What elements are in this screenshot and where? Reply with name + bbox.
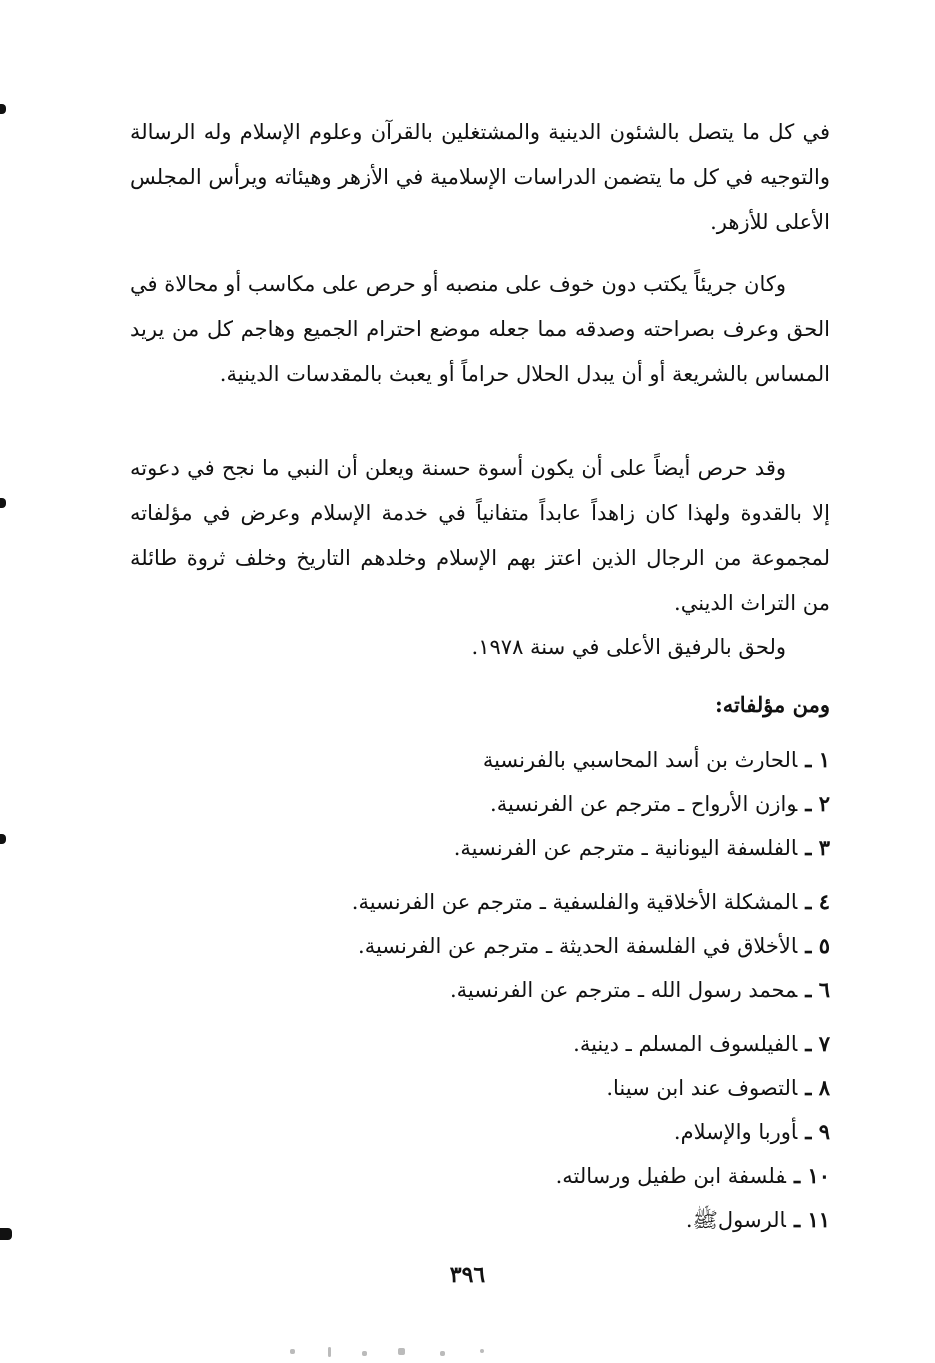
scan-specks: [280, 1345, 520, 1359]
item-number: ٦ ـ: [805, 977, 830, 1002]
item-title: الأخلاق في الفلسفة الحديثة ـ مترجم عن الفرنسية.: [358, 934, 798, 958]
list-item: [130, 880, 830, 924]
item-title: المشكلة الأخلاقية والفلسفية ـ مترجم عن الفرنسية.: [351, 890, 798, 914]
list-item: [130, 1022, 830, 1066]
item-title: الفيلسوف المسلم ـ دينية.: [573, 1032, 798, 1056]
item-title: الحارث بن أسد المحاسبي بالفرنسية: [482, 748, 798, 772]
item-number: ١٠ ـ: [793, 1163, 830, 1188]
paragraph-3: وقد حرص أيضاً على أن يكون أسوة حسنة ويعلن أن النبي ما نجح في دعوته إلا بالقدوة ولهذا كان زاهداً عابداً متفانياً في خدمة الإسلام وعرض في مؤلفاته لمجموعة من الرجال الذين اعتز بهم الإسلام وخلدهم التاريخ وخلف ثروة طائلة من التراث الديني.: [130, 456, 830, 615]
death-line: ولحق بالرفيق الأعلى في سنة ١٩٧٨.: [471, 635, 786, 659]
binding-mark: [0, 104, 6, 114]
works-heading: ومن مؤلفاته:: [714, 692, 830, 717]
list-item: [130, 924, 830, 968]
paragraph-1: في كل ما يتصل بالشئون الدينية والمشتغلين بالقرآن وعلوم الإسلام وله الرسالة والتوجيه في كل ما يتضمن الدراسات الإسلامية في الأزهر وهيئاته ويرأس المجلس الأعلى للأزهر.: [130, 120, 830, 234]
item-number: ١١ ـ: [793, 1207, 830, 1232]
item-number: ٥ ـ: [805, 933, 830, 958]
list-item: [130, 826, 830, 870]
works-list: [130, 738, 830, 1242]
item-title: الرسولﷺ.: [685, 1208, 786, 1232]
speck: [290, 1349, 295, 1354]
binding-mark: [0, 498, 6, 508]
item-number: ١ ـ: [805, 747, 830, 772]
list-item: [130, 1066, 830, 1110]
speck: [328, 1347, 331, 1357]
list-item: [130, 782, 830, 826]
item-number: ٧ ـ: [805, 1031, 830, 1056]
speck: [398, 1348, 405, 1355]
page-number: ٣٩٦: [449, 1262, 486, 1288]
item-title: وازن الأرواح ـ مترجم عن الفرنسية.: [490, 792, 798, 816]
speck: [362, 1351, 367, 1356]
list-item: [130, 1110, 830, 1154]
item-title: محمد رسول الله ـ مترجم عن الفرنسية.: [449, 978, 798, 1002]
paragraph-2: وكان جريئاً يكتب دون خوف على منصبه أو حرص على مكاسب أو محالاة في الحق وعرف بصراحته وصدقه مما جعله موضع احترام الجميع وهاجم كل من يريد المساس بالشريعة أو أن يبدل الحلال حراماً أو يعبث بالمقدسات الدينية.: [130, 272, 830, 386]
item-number: ٣ ـ: [805, 835, 830, 860]
speck: [480, 1349, 484, 1353]
item-title: أوربا والإسلام.: [673, 1120, 798, 1144]
speck: [440, 1351, 445, 1356]
item-number: ٢ ـ: [805, 791, 830, 816]
item-title: الفلسفة اليونانية ـ مترجم عن الفرنسية.: [453, 836, 798, 860]
list-item: [130, 738, 830, 782]
item-number: ٩ ـ: [805, 1119, 830, 1144]
item-number: ٤ ـ: [805, 889, 830, 914]
binding-mark: [0, 1228, 12, 1240]
list-item: [130, 1198, 830, 1242]
binding-mark: [0, 834, 6, 844]
item-title: التصوف عند ابن سينا.: [606, 1076, 798, 1100]
list-item: [130, 1154, 830, 1198]
item-number: ٨ ـ: [805, 1075, 830, 1100]
list-item: [130, 968, 830, 1012]
item-title: فلسفة ابن طفيل ورسالته.: [555, 1164, 786, 1188]
